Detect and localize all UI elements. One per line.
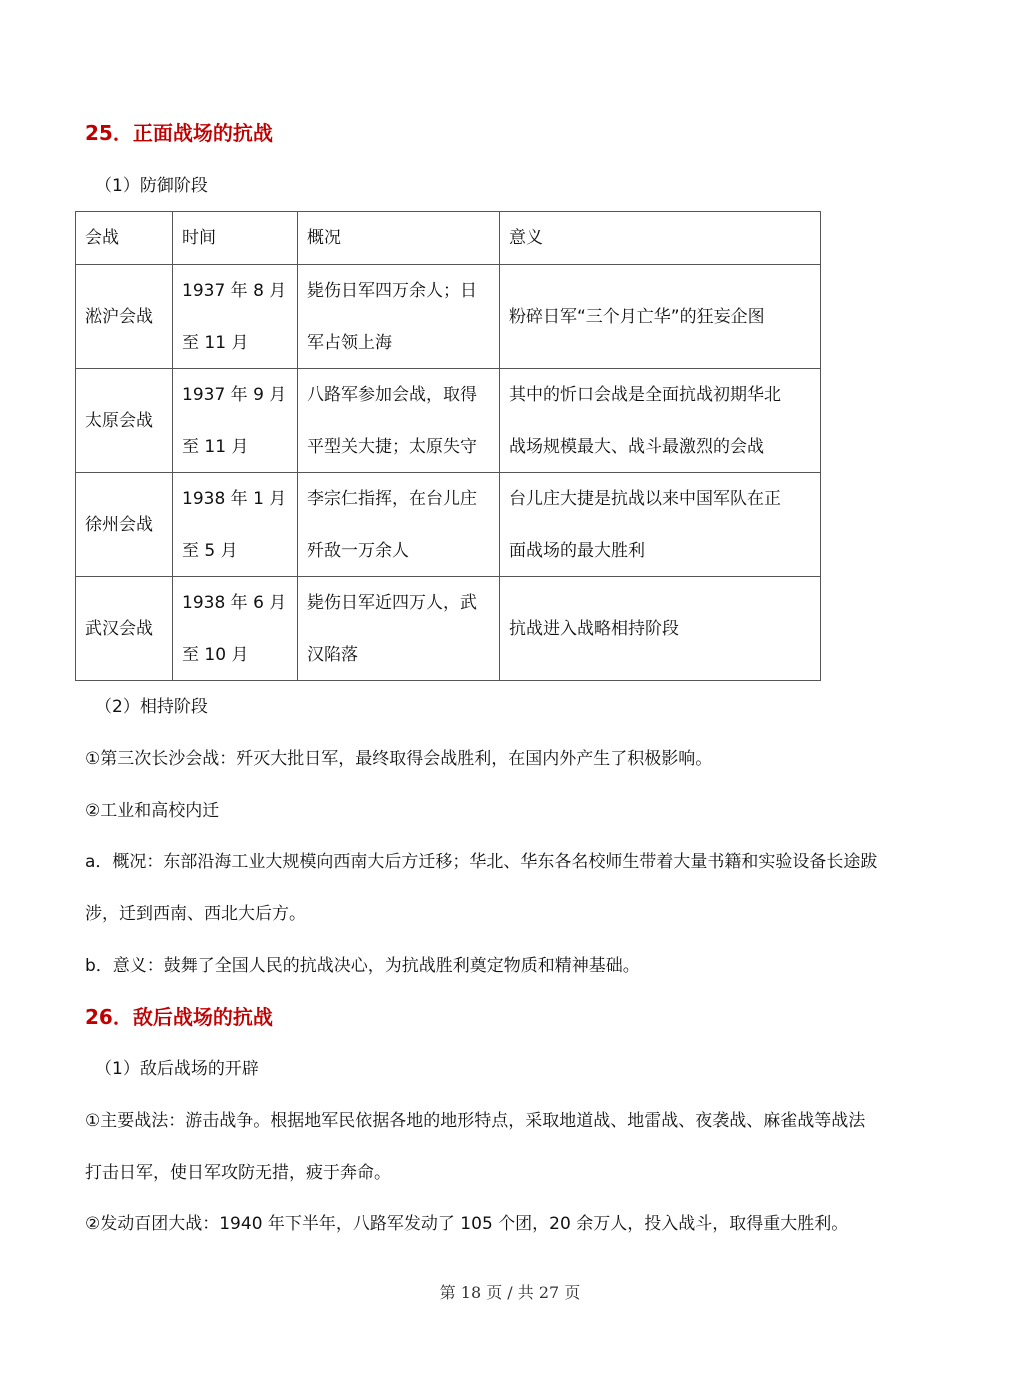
section-26-title: 26．敌后战场的抗战 xyxy=(85,1005,273,1029)
time-start: 1938 年 6 月 xyxy=(182,592,287,613)
summary-line: 平型关大捷；太原失守 xyxy=(307,436,477,457)
paragraph-hundred-regiments: ②发动百团大战：1940 年下半年，八路军发动了 105 个团，20 余万人，投入战斗，取得重大胜利。 xyxy=(85,1214,849,1234)
summary-line: 军占领上海 xyxy=(307,332,392,353)
meaning-cell: 抗战进入战略相持阶段 xyxy=(500,577,821,681)
table-row xyxy=(76,369,821,473)
section-25-title: 25．正面战场的抗战 xyxy=(85,121,273,145)
subheading-stalemate: （2）相持阶段 xyxy=(95,697,208,717)
header-cell: 时间 xyxy=(173,212,298,265)
paragraph-significance: b．意义：鼓舞了全国人民的抗战决心，为抗战胜利奠定物质和精神基础。 xyxy=(85,956,640,976)
battles-table xyxy=(75,211,821,681)
time-start: 1938 年 1 月 xyxy=(182,488,287,509)
summary-line: 歼敌一万余人 xyxy=(307,540,409,561)
summary-line: 毙伤日军四万余人；日 xyxy=(307,280,477,301)
battle-cell: 淞沪会战 xyxy=(76,265,173,369)
meaning-cell: 粉碎日军“三个月亡华”的狂妄企图 xyxy=(500,265,821,369)
subheading-defense: （1）防御阶段 xyxy=(95,176,208,196)
summary-line: 李宗仁指挥，在台儿庄 xyxy=(307,488,477,509)
table-row xyxy=(76,265,821,369)
summary-line: 八路军参加会战，取得 xyxy=(307,384,477,405)
meaning-line: 战场规模最大、战斗最激烈的会战 xyxy=(509,436,764,457)
time-end: 至 11 月 xyxy=(182,332,249,353)
table-header-row xyxy=(76,212,821,265)
table-row xyxy=(76,577,821,681)
time-end: 至 5 月 xyxy=(182,540,238,561)
paragraph-relocation: ②工业和高校内迁 xyxy=(85,801,220,821)
paragraph-tactics-line2: 打击日军，使日军攻防无措，疲于奔命。 xyxy=(85,1163,391,1183)
summary-line: 汉陷落 xyxy=(307,644,358,665)
battle-cell: 徐州会战 xyxy=(76,473,173,577)
subheading-rear-front: （1）敌后战场的开辟 xyxy=(95,1059,259,1079)
battle-cell: 武汉会战 xyxy=(76,577,173,681)
paragraph-overview-line2: 涉，迁到西南、西北大后方。 xyxy=(85,904,306,924)
time-start: 1937 年 8 月 xyxy=(182,280,287,301)
header-cell: 意义 xyxy=(500,212,821,265)
page-number: 第 18 页 / 共 27 页 xyxy=(439,1283,581,1302)
time-start: 1937 年 9 月 xyxy=(182,384,287,405)
time-end: 至 11 月 xyxy=(182,436,249,457)
paragraph-tactics-line1: ①主要战法：游击战争。根据地军民依据各地的地形特点，采取地道战、地雷战、夜袭战、麻雀战等战法 xyxy=(85,1111,866,1131)
table-row xyxy=(76,473,821,577)
time-end: 至 10 月 xyxy=(182,644,249,665)
meaning-line: 台儿庄大捷是抗战以来中国军队在正 xyxy=(509,488,781,509)
meaning-line: 其中的忻口会战是全面抗战初期华北 xyxy=(509,384,781,405)
paragraph-overview-line1: a．概况：东部沿海工业大规模向西南大后方迁移；华北、华东各名校师生带着大量书籍和实验设备长途跋 xyxy=(85,852,878,872)
header-cell: 概况 xyxy=(298,212,500,265)
header-cell: 会战 xyxy=(76,212,173,265)
paragraph-changsha: ①第三次长沙会战：歼灭大批日军，最终取得会战胜利，在国内外产生了积极影响。 xyxy=(85,749,713,769)
meaning-line: 面战场的最大胜利 xyxy=(509,540,645,561)
battle-cell: 太原会战 xyxy=(76,369,173,473)
summary-line: 毙伤日军近四万人，武 xyxy=(307,592,477,613)
